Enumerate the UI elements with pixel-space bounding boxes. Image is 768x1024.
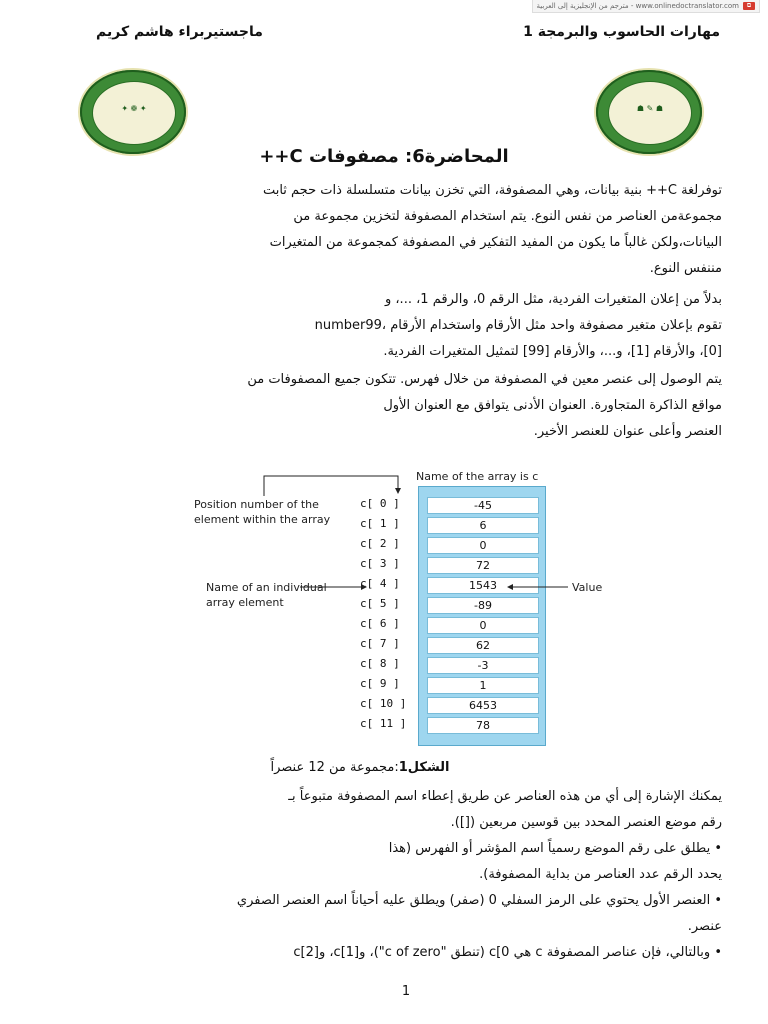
array-cell: 78 xyxy=(427,717,539,734)
indexing-paragraph xyxy=(192,784,722,966)
author-name: ماجستيربراء هاشم كريم xyxy=(96,24,263,40)
array-index-label: c[ 9 ] xyxy=(360,677,400,690)
array-index-label: c[ 11 ] xyxy=(360,717,407,730)
paragraph-line: البيانات،ولكن غالباً ما يكون من المفيد التفكير في المصفوفة كمجموعة من المتغيرات xyxy=(269,235,722,250)
array-cell: 1543 xyxy=(427,577,539,594)
paragraph-line: يتم الوصول إلى عنصر معين في المصفوفة من خلال فهرس. تتكون جميع المصفوفات من xyxy=(247,372,722,387)
paragraph-line: • وبالتالي، فإن عناصر المصفوفة c هي c[0 (تنطق "c of zero")، وc[1]، وc[2] xyxy=(293,945,722,960)
paragraph-line: رقم موضع العنصر المحدد بين قوسين مربعين ([]). xyxy=(450,815,722,830)
college-seal-logo: ☗ ✎ ☗ xyxy=(596,70,702,154)
array-index-label: c[ 4 ] xyxy=(360,577,400,590)
paragraph-line: بدلاً من إعلان المتغيرات الفردية، مثل الرقم 0، والرقم 1، ...، و xyxy=(384,292,722,307)
array-index-label: c[ 1 ] xyxy=(360,517,400,530)
paragraph-line: يمكنك الإشارة إلى أي من هذه العناصر عن طريق إعطاء اسم المصفوفة متبوعاً بـ xyxy=(288,789,722,804)
caption-text: :مجموعة من 12 عنصراً xyxy=(270,760,399,775)
array-index-label: c[ 10 ] xyxy=(360,697,407,710)
array-title-label: Name of the array is c xyxy=(416,470,539,483)
page-number: 1 xyxy=(401,984,411,999)
translator-logo-icon: ⧉ xyxy=(743,2,755,10)
paragraph-line: مننفس النوع. xyxy=(649,261,722,276)
paragraph-line: العنصر وأعلى عنوان للعنصر الأخير. xyxy=(533,424,722,439)
value-label: Value xyxy=(572,581,603,594)
array-cell: -45 xyxy=(427,497,539,514)
array-index-label: c[ 3 ] xyxy=(360,557,400,570)
paragraph-line: يحدد الرقم عدد العناصر من بداية المصفوفة). xyxy=(479,867,722,882)
university-seal-logo: ✦ ❁ ✦ xyxy=(80,70,186,154)
course-title: مهارات الحاسوب والبرمجة 1 xyxy=(523,24,720,40)
array-cell: 6 xyxy=(427,517,539,534)
array-cell: 0 xyxy=(427,537,539,554)
array-cell: 1 xyxy=(427,677,539,694)
array-cell: 6453 xyxy=(427,697,539,714)
lecture-title: المحاضرة6: مصفوفات C++ xyxy=(259,146,509,167)
watermark-text: www.onlinedoctranslator.com - مترجم من الإنجليزية إلى العربية xyxy=(536,2,739,10)
element-name-label: Name of an individual array element xyxy=(206,581,327,609)
array-index-label: c[ 2 ] xyxy=(360,537,400,550)
paragraph-line: عنصر. xyxy=(687,919,722,934)
paragraph-line: • يطلق على رقم الموضع رسمياً اسم المؤشر أو الفهرس (هذا xyxy=(388,841,722,856)
array-index-label: c[ 0 ] xyxy=(360,497,400,510)
paragraph-line: مواقع الذاكرة المتجاورة. العنوان الأدنى يتوافق مع العنوان الأول xyxy=(383,398,722,413)
array-cell: -3 xyxy=(427,657,539,674)
caption-label: الشكل1 xyxy=(398,760,450,775)
position-number-label: Position number of the element within the array xyxy=(194,498,331,526)
array-cell: 62 xyxy=(427,637,539,654)
paragraph-line: [0]، والأرقام [1]، و...، والأرقام [99] لتمثيل المتغيرات الفردية. xyxy=(383,344,722,359)
paragraph-line: • العنصر الأول يحتوي على الرمز السفلي 0 (صفر) ويطلق عليه أحياناً اسم العنصر الصفري xyxy=(236,893,722,908)
paragraph-line: تقوم بإعلان متغير مصفوفة واحد مثل الأرقام واستخدام الأرقام ،number99 xyxy=(314,318,722,333)
array-index-label: c[ 5 ] xyxy=(360,597,400,610)
array-index-label: c[ 6 ] xyxy=(360,617,400,630)
array-index-label: c[ 8 ] xyxy=(360,657,400,670)
array-index-label: c[ 7 ] xyxy=(360,637,400,650)
position-arrow xyxy=(264,476,398,496)
array-cell: -89 xyxy=(427,597,539,614)
paragraph-line: مجموعةمن العناصر من نفس النوع. يتم استخدام المصفوفة لتخزين مجموعة من xyxy=(293,209,722,224)
array-cell: 72 xyxy=(427,557,539,574)
figure-caption xyxy=(0,760,720,775)
array-cell: 0 xyxy=(427,617,539,634)
paragraph-line: توفرلغة C++ بنية بيانات، وهي المصفوفة، التي تخزن بيانات متسلسلة ذات حجم ثابت xyxy=(262,183,722,198)
